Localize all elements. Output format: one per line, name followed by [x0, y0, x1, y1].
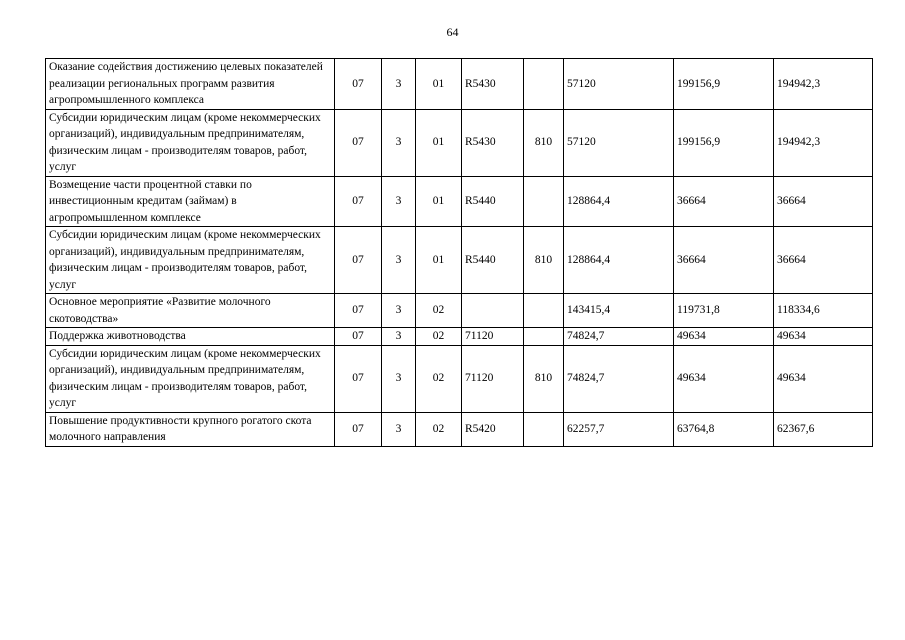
cell-program-code: 07 [335, 176, 382, 227]
cell-program-code: 07 [335, 227, 382, 294]
cell-amount-2: 49634 [674, 345, 774, 412]
cell-amount-3: 62367,6 [774, 412, 873, 446]
cell-amount-3: 194942,3 [774, 109, 873, 176]
cell-event-code: 01 [416, 227, 462, 294]
cell-amount-2: 199156,9 [674, 109, 774, 176]
cell-expense-type [524, 59, 564, 110]
cell-program-code: 07 [335, 412, 382, 446]
cell-amount-1: 62257,7 [564, 412, 674, 446]
cell-expense-type: 810 [524, 345, 564, 412]
table-row [46, 109, 873, 176]
cell-direction-code: R5420 [462, 412, 524, 446]
cell-subprogram-code: 3 [382, 176, 416, 227]
cell-subprogram-code: 3 [382, 109, 416, 176]
cell-expense-type [524, 294, 564, 328]
cell-amount-1: 143415,4 [564, 294, 674, 328]
cell-amount-3: 118334,6 [774, 294, 873, 328]
table-row [46, 176, 873, 227]
cell-expense-type [524, 412, 564, 446]
cell-amount-2: 36664 [674, 176, 774, 227]
cell-amount-1: 57120 [564, 109, 674, 176]
budget-table [45, 58, 873, 447]
cell-name: Повышение продуктивности крупного рогатого скота молочного направления [46, 412, 335, 446]
cell-amount-2: 119731,8 [674, 294, 774, 328]
cell-amount-3: 36664 [774, 176, 873, 227]
cell-amount-1: 74824,7 [564, 345, 674, 412]
cell-name: Субсидии юридическим лицам (кроме некоммерческих организаций), индивидуальным предпринимателям, физическим лицам - производителям товаров, работ, услуг [46, 345, 335, 412]
cell-event-code: 01 [416, 176, 462, 227]
cell-direction-code: 71120 [462, 328, 524, 346]
cell-event-code: 02 [416, 345, 462, 412]
table-row [46, 227, 873, 294]
table-row [46, 345, 873, 412]
cell-amount-3: 36664 [774, 227, 873, 294]
table-body [46, 59, 873, 447]
table-row [46, 328, 873, 346]
cell-program-code: 07 [335, 328, 382, 346]
cell-direction-code: R5430 [462, 59, 524, 110]
cell-expense-type [524, 176, 564, 227]
cell-event-code: 02 [416, 412, 462, 446]
cell-event-code: 01 [416, 109, 462, 176]
table-row [46, 59, 873, 110]
cell-amount-3: 49634 [774, 328, 873, 346]
cell-amount-1: 128864,4 [564, 227, 674, 294]
cell-expense-type [524, 328, 564, 346]
cell-amount-1: 74824,7 [564, 328, 674, 346]
cell-expense-type: 810 [524, 227, 564, 294]
cell-amount-2: 36664 [674, 227, 774, 294]
cell-subprogram-code: 3 [382, 328, 416, 346]
cell-subprogram-code: 3 [382, 227, 416, 294]
cell-amount-3: 49634 [774, 345, 873, 412]
table-row [46, 412, 873, 446]
cell-expense-type: 810 [524, 109, 564, 176]
cell-amount-1: 128864,4 [564, 176, 674, 227]
cell-name: Возмещение части процентной ставки по инвестиционным кредитам (займам) в агропромышленном комплексе [46, 176, 335, 227]
cell-subprogram-code: 3 [382, 294, 416, 328]
cell-direction-code: R5440 [462, 176, 524, 227]
cell-amount-1: 57120 [564, 59, 674, 110]
cell-amount-2: 63764,8 [674, 412, 774, 446]
cell-program-code: 07 [335, 59, 382, 110]
cell-subprogram-code: 3 [382, 59, 416, 110]
cell-name: Субсидии юридическим лицам (кроме некоммерческих организаций), индивидуальным предпринимателям, физическим лицам - производителям товаров, работ, услуг [46, 109, 335, 176]
cell-program-code: 07 [335, 109, 382, 176]
cell-program-code: 07 [335, 294, 382, 328]
cell-event-code: 02 [416, 328, 462, 346]
page-number: 64 [446, 25, 459, 39]
cell-subprogram-code: 3 [382, 412, 416, 446]
cell-event-code: 01 [416, 59, 462, 110]
cell-name: Поддержка животноводства [46, 328, 335, 346]
cell-subprogram-code: 3 [382, 345, 416, 412]
cell-name: Основное мероприятие «Развитие молочного скотоводства» [46, 294, 335, 328]
cell-direction-code: 71120 [462, 345, 524, 412]
cell-amount-3: 194942,3 [774, 59, 873, 110]
cell-direction-code: R5430 [462, 109, 524, 176]
cell-direction-code: R5440 [462, 227, 524, 294]
cell-program-code: 07 [335, 345, 382, 412]
cell-amount-2: 199156,9 [674, 59, 774, 110]
cell-name: Субсидии юридическим лицам (кроме некоммерческих организаций), индивидуальным предпринимателям, физическим лицам - производителям товаров, работ, услуг [46, 227, 335, 294]
table-row [46, 294, 873, 328]
cell-name: Оказание содействия достижению целевых показателей реализации региональных программ развития агропромышленного комплекса [46, 59, 335, 110]
cell-event-code: 02 [416, 294, 462, 328]
cell-amount-2: 49634 [674, 328, 774, 346]
cell-direction-code [462, 294, 524, 328]
